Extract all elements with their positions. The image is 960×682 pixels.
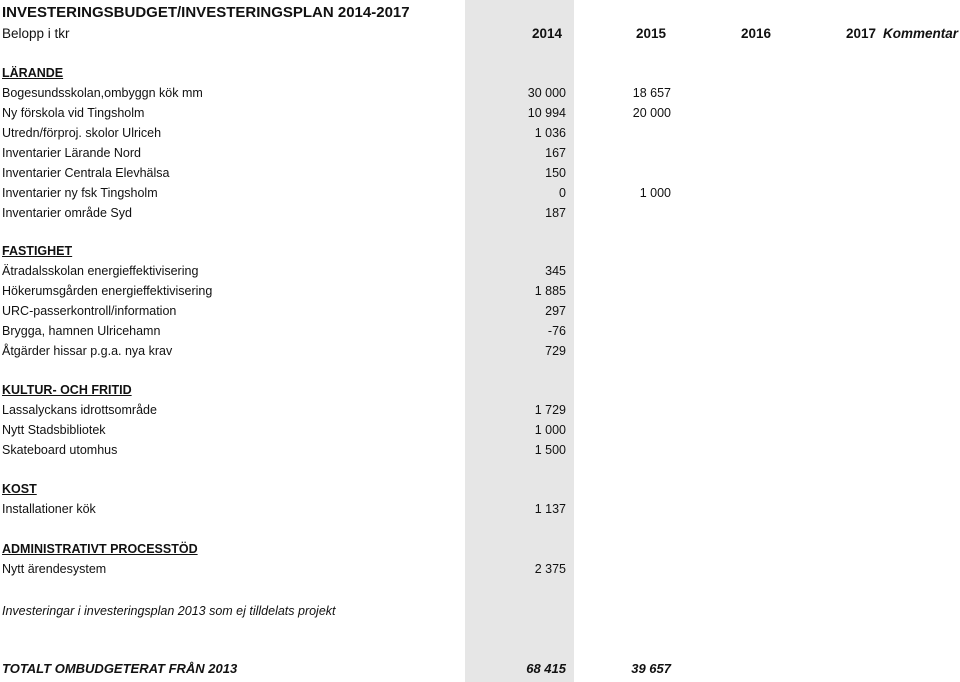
total-label: TOTALT OMBUDGETERAT FRÅN 2013 <box>2 661 238 676</box>
row-label: Inventarier Lärande Nord <box>2 146 141 160</box>
section-title: FASTIGHET <box>2 244 73 258</box>
table-row <box>0 344 960 364</box>
row-label: Åtgärder hissar p.g.a. nya krav <box>2 344 173 358</box>
value-2014: 345 <box>545 264 566 278</box>
row-label: Ny förskola vid Tingsholm <box>2 106 145 120</box>
section-header-fastighet <box>0 244 960 264</box>
value-2014: 167 <box>545 146 566 160</box>
row-label: Nytt Stadsbibliotek <box>2 423 106 437</box>
year-header-2014: 2014 <box>532 26 563 41</box>
year-header-2016: 2016 <box>741 26 772 41</box>
table-row <box>0 284 960 304</box>
row-label: Inventarier ny fsk Tingsholm <box>2 186 158 200</box>
value-2014: 2 375 <box>534 562 566 576</box>
section-title: ADMINISTRATIVT PROCESSTÖD <box>2 542 198 556</box>
value-2014: 1 000 <box>534 423 566 437</box>
table-row <box>0 264 960 284</box>
row-label: Nytt ärendesystem <box>2 562 107 576</box>
section-header-admin <box>0 542 960 562</box>
note-row <box>0 604 960 624</box>
total-row <box>0 661 960 681</box>
value-2014: 1 036 <box>534 126 566 140</box>
note-text: Investeringar i investeringsplan 2013 som ej tilldelats projekt <box>2 604 336 618</box>
table-row <box>0 86 960 106</box>
section-title: KOST <box>2 482 37 496</box>
table-row <box>0 403 960 423</box>
table-row <box>0 502 960 522</box>
value-2014: 1 500 <box>534 443 566 457</box>
year-header-2017: 2017 <box>846 26 877 41</box>
section-header-kost <box>0 482 960 502</box>
section-header-kultur <box>0 383 960 403</box>
value-2014: 150 <box>545 166 566 180</box>
total-value-2014: 68 415 <box>526 661 566 676</box>
value-2014: 1 137 <box>534 502 566 516</box>
table-row <box>0 186 960 206</box>
table-row <box>0 324 960 344</box>
value-2015: 1 000 <box>639 186 671 200</box>
table-row <box>0 126 960 146</box>
row-label: Hökerumsgården energieffektivisering <box>2 284 213 298</box>
value-2014: 1 885 <box>534 284 566 298</box>
row-label: Inventarier område Syd <box>2 206 132 220</box>
row-label: Skateboard utomhus <box>2 443 118 457</box>
row-label: Utredn/förproj. skolor Ulriceh <box>2 126 162 140</box>
value-2014: 297 <box>545 304 566 318</box>
section-title: LÄRANDE <box>2 66 64 80</box>
value-2014: -76 <box>547 324 566 338</box>
row-label: Inventarier Centrala Elevhälsa <box>2 166 170 180</box>
table-row <box>0 146 960 166</box>
row-label: URC-passerkontroll/information <box>2 304 177 318</box>
table-row <box>0 106 960 126</box>
row-label: Brygga, hamnen Ulricehamn <box>2 324 161 338</box>
row-label: Installationer kök <box>2 502 96 516</box>
value-2014: 30 000 <box>527 86 566 100</box>
row-label: Ätradalsskolan energieffektivisering <box>2 264 199 278</box>
value-2015: 20 000 <box>632 106 671 120</box>
page-title: INVESTERINGSBUDGET/INVESTERINGSPLAN 2014-2017 <box>2 4 410 21</box>
section-title: KULTUR- OCH FRITID <box>2 383 132 397</box>
table-row <box>0 304 960 324</box>
unit-label: Belopp i tkr <box>2 26 70 41</box>
table-row <box>0 206 960 226</box>
table-row <box>0 166 960 186</box>
table-row <box>0 562 960 582</box>
comment-header: Kommentar <box>883 26 959 41</box>
value-2015: 18 657 <box>632 86 671 100</box>
value-2014: 10 994 <box>527 106 566 120</box>
year-header-2015: 2015 <box>636 26 667 41</box>
table-row <box>0 423 960 443</box>
value-2014: 1 729 <box>534 403 566 417</box>
table-row <box>0 443 960 463</box>
value-2014: 187 <box>545 206 566 220</box>
section-header-larande <box>0 66 960 86</box>
value-2014: 0 <box>559 186 566 200</box>
value-2014: 729 <box>545 344 566 358</box>
row-label: Bogesundsskolan,ombyggn kök mm <box>2 86 203 100</box>
row-label: Lassalyckans idrottsområde <box>2 403 157 417</box>
total-value-2015: 39 657 <box>631 661 671 676</box>
